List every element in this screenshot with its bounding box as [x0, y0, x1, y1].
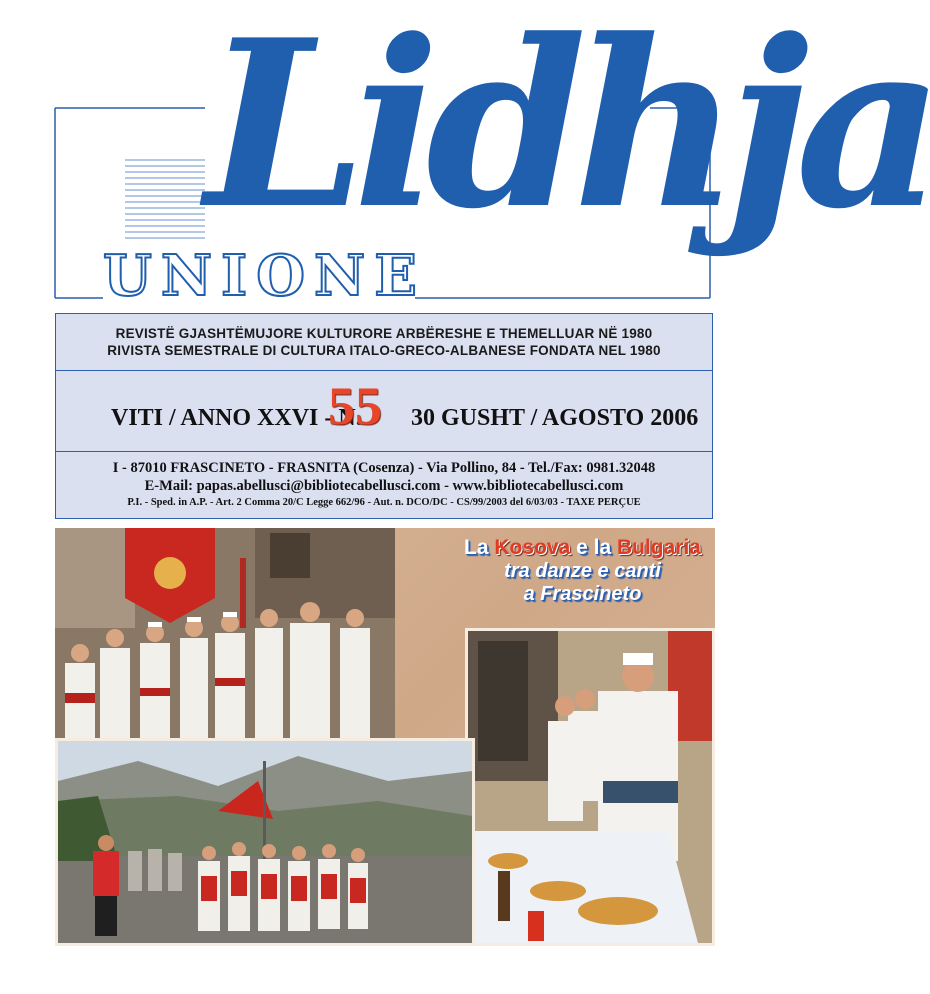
postal-line: P.I. - Sped. in A.P. - Art. 2 Comma 20/C Legge 662/96 - Aut. n. DCO/DC - CS/99/2003 del 6/03/03 - TAXE PERÇUE: [127, 497, 641, 508]
tagline-albanian: REVISTË GJASHTËMUJORE KULTURORE ARBËRESHE E THEMELLUAR NË 1980: [115, 326, 653, 341]
photo-feast-table: [465, 628, 715, 946]
headline-line-3: a Frascineto: [523, 583, 642, 605]
address-band: [55, 451, 713, 519]
headline-word-kosova: Kosova: [494, 536, 571, 559]
tagline-italian: RIVISTA SEMESTRALE DI CULTURA ITALO-GRECO-ALBANESE FONDATA NEL 1980: [107, 343, 661, 358]
photo-parade-street: [55, 738, 475, 946]
masthead-title: Lidhja: [205, 0, 930, 260]
issue-band: [55, 370, 713, 452]
masthead-subtitle: UNIONE: [103, 243, 426, 309]
cover-headline: [464, 536, 701, 606]
headline-line-2: tra danze e canti: [504, 560, 661, 582]
tagline-band: [55, 313, 713, 371]
address-line: I - 87010 FRASCINETO - FRASNITA (Cosenza) - Via Pollino, 84 - Tel./Fax: 0981.32048: [112, 460, 656, 476]
issue-volume: VITI / ANNO XXVI - N.: [111, 405, 362, 431]
headline-word-la: La: [464, 536, 489, 559]
contact-line: E-Mail: papas.abellusci@bibliotecabellusci.com - www.bibliotecabellusci.com: [144, 478, 624, 494]
issue-date: 30 GUSHT / AGOSTO 2006: [411, 405, 699, 431]
photo-group-costumes-image: [55, 528, 395, 746]
headline-word-bulgaria: Bulgaria: [616, 536, 701, 559]
photo-parade-street-image: [58, 741, 472, 943]
issue-number: 55: [328, 376, 382, 436]
headline-word-e-la: e la: [576, 536, 612, 559]
headline-line-1: [464, 536, 701, 560]
masthead: [55, 0, 930, 310]
cover-photo-collage: [55, 528, 715, 946]
photo-group-costumes: [55, 528, 395, 746]
photo-feast-table-image: [468, 631, 712, 943]
